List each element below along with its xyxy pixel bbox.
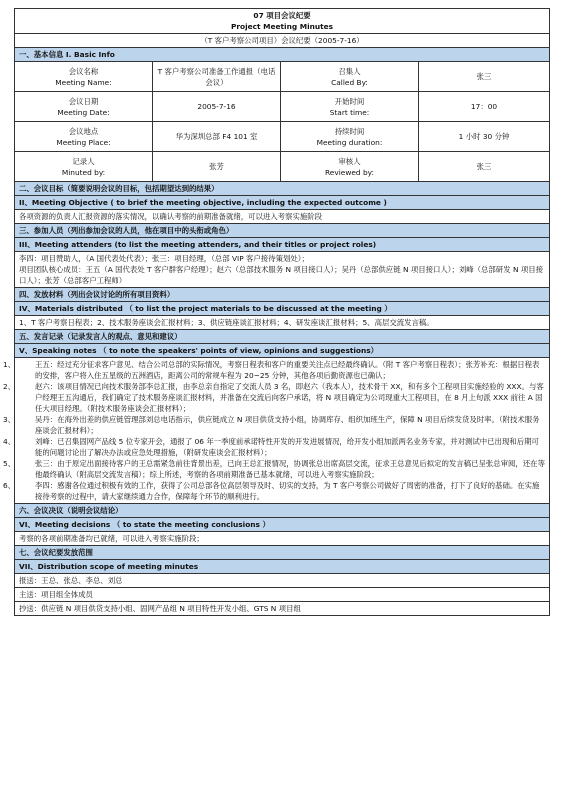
speaking-note: 3、 吴丹：在海外出差的供应链管理部刘总电话指示，供应链成立 N 项目供货支持小组，协调库存、组织加班生产，保障 N 项目后续发货及时率。（附技术服务座谈会汇报材料）； xyxy=(3,415,540,435)
minuted-by-value: 张芳 xyxy=(153,152,281,182)
distribution-report: 报送：王总、张总、李总、刘总 xyxy=(15,574,550,588)
section-decisions-heading-cn: 六、会议决议（说明会议结论） xyxy=(15,504,550,518)
meeting-name-label: 会议名称 Meeting Name: xyxy=(15,62,153,92)
attenders-team-line: 项目团队核心成员：王五（A 国代表处 T 客户群客户经理）；赵六（总部技术服务 N 项目接口人）；吴丹（总部供应链 N 项目接口人）；刘峰（总部研发 N 项目接口人）；张芳（总部客户工程师） xyxy=(19,265,543,285)
meeting-name-value: T 客户考察公司准备工作通报（电话会议） xyxy=(153,62,281,92)
meeting-duration-label: 持续时间 Meeting duration: xyxy=(281,122,419,152)
reviewed-by-label: 审核人 Reviewed by: xyxy=(281,152,419,182)
attenders-sponsor-line: 李四：项目赞助人，（A 国代表处代表）；张三：项目经理，（总部 VIP 客户接待策划处）； xyxy=(19,254,309,263)
title-cn: 07 项目会议纪要 xyxy=(253,11,311,20)
speaking-note: 2、 赵六：该项目情况已向技术服务部李总汇报，由李总亲自指定了交流人员 3 名，即赵六（我本人），技术骨干 XX，和有多个工程项目实施经验的 XXX。与客户经理王五沟通后，我们确定了技术服务座谈汇报材料，并准备在交流后向客户承诺，将 N 项目确定为公司现重大工程项目，在 8 月上旬派 XXX 前往 A 国任大项目经理。（附技术服务座谈会汇报材料）； xyxy=(3,382,544,413)
meeting-date-label: 会议日期 Meeting Date: xyxy=(15,92,153,122)
start-time-label: 开始时间 Start time: xyxy=(281,92,419,122)
section-attenders-heading-cn: 三、参加人员（列出参加会议的人员，他在项目中的头衔或角色） xyxy=(15,224,550,238)
title-en: Project Meeting Minutes xyxy=(230,22,334,31)
minutes-document xyxy=(3,8,549,796)
meeting-place-label: 会议地点 Meeting Place: xyxy=(15,122,153,152)
speaking-note: 4、 刘峰：已召集固网产品线 5 位专家开会，通报了 06 年一季度前承诺特性开发的开发进展情况，给开发小组加派两名业务专家，并对测试中已出现和后期可能的问题讨论出了解决办法或应急处理措施，（附研发座谈会汇报材料）； xyxy=(3,437,539,457)
section-basic-info-heading: 一、基本信息 I. Basic Info xyxy=(15,48,550,62)
speaking-note: 1、 王五：经过充分征求客户意见、结合公司总部的实际情况，考察日程表和客户的重要关注点已经最终确认。（附 T 客户考察日程表）；张芳补充：根据日程表的安排，客户将入住五星级的五洲酒店，距离公司的常规车程为 20~25 分钟，其他各项后勤资源也已确认； xyxy=(3,360,540,380)
attenders-content xyxy=(15,252,550,288)
title-row xyxy=(15,9,550,34)
speaking-note: 5、 张三：由于原定出面接待客户的王总需紧急前往背景出差，已向王总汇报情况，协调张总出席高层交流，征求王总意见后拟定的发言稿已呈张总审阅，还在等他最终确认（附高层交流发言稿）；综上所述，考察的各项前期准备已基本就绪，可以进入考察实施阶段； xyxy=(3,459,545,479)
section-objective-heading-en: II、Meeting Objective ( to brief the meeting objective, including the expected outcome ) xyxy=(15,196,550,210)
meeting-place-value: 华为深圳总部 F4 101 室 xyxy=(153,122,281,152)
materials-content: 1、T 客户考察日程表；2、技术服务座谈会汇报材料；3、供应链座谈汇报材料；4、研发座谈汇报材料；5、高层交流发言稿。 xyxy=(15,316,550,330)
decisions-content: 考察的各项前期准备均已就绪，可以进入考察实施阶段； xyxy=(15,532,550,546)
section-distribution-heading-en: VII、Distribution scope of meeting minutes xyxy=(15,560,550,574)
reviewed-by-value: 张三 xyxy=(419,152,550,182)
speaking-note: 6、 李四：感谢各位通过积极有效的工作，获得了公司总部各位高层领导及时、切实的支持，为 T 客户考察公司做好了周密的准备，打下了良好的基础。在实施接待考察的过程中，请大家继续通力合作，保障每个环节的顺利进行。 xyxy=(3,481,540,501)
document-title xyxy=(15,9,550,34)
section-speaking-notes-heading-cn: 五、发言记录（记录发言人的观点、意见和建议） xyxy=(15,330,550,344)
section-materials-heading-en: IV、Materials distributed （ to list the project materials to be discussed at the meeting ） xyxy=(15,302,550,316)
minuted-by-label: 记录人 Minuted by: xyxy=(15,152,153,182)
section-speaking-notes-heading-en: V、Speaking notes （ to note the speakers' points of view, opinions and suggestions） xyxy=(15,344,550,358)
called-by-value: 张三 xyxy=(419,62,550,92)
objective-content: 各项资源的负责人汇报资源的落实情况，以确认考察的前期准备就绪，可以进入考察实施阶段 xyxy=(15,210,550,224)
speaking-notes-content xyxy=(3,358,550,504)
section-attenders-heading-en: III、Meeting attenders (to list the meeting attenders, and their titles or project roles) xyxy=(15,238,550,252)
distribution-main-send: 主送：项目组全体成员 xyxy=(15,588,550,602)
section-distribution-heading-cn: 七、会议纪要发放范围 xyxy=(15,546,550,560)
section-materials-heading-cn: 四、发放材料（列出会议讨论的所有项目资料） xyxy=(15,288,550,302)
section-objective-heading-cn: 二、会议目标（简要说明会议的目标，包括期望达到的结果） xyxy=(15,182,550,196)
called-by-label: 召集人 Called By: xyxy=(281,62,419,92)
start-time-value: 17：00 xyxy=(419,92,550,122)
meeting-duration-value: 1 小时 30 分钟 xyxy=(419,122,550,152)
distribution-cc: 抄送：供应链 N 项目供货支持小组、固网产品组 N 项目特性开发小组、GTS N 项目组 xyxy=(15,602,550,616)
section-decisions-heading-en: VI、Meeting decisions （ to state the meeting conclusions ） xyxy=(15,518,550,532)
minutes-table xyxy=(3,8,550,616)
meeting-date-value: 2005-7-16 xyxy=(153,92,281,122)
document-subtitle: （T 客户考察公司项目）会议纪要（2005-7-16） xyxy=(15,34,550,48)
